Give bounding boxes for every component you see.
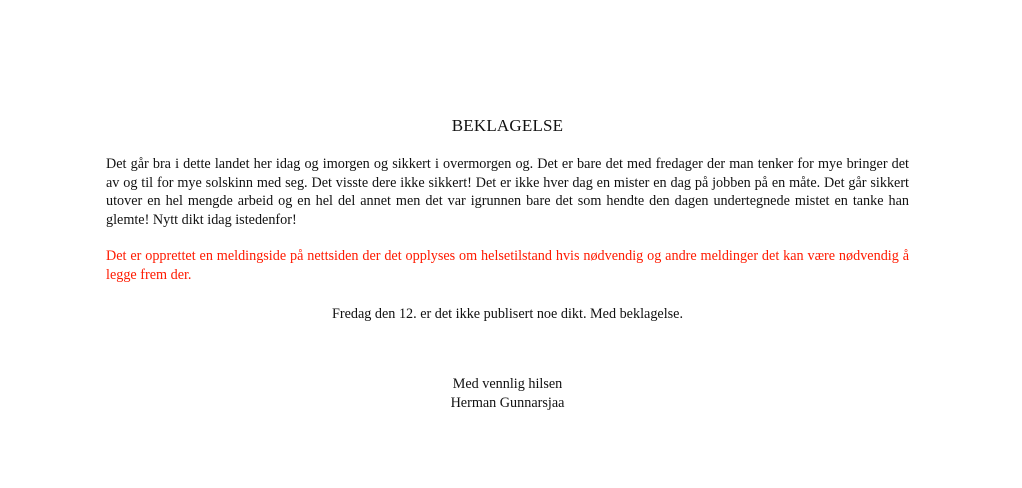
signoff-block	[106, 375, 909, 412]
document-page	[106, 116, 909, 412]
friday-notice-line: Fredag den 12. er det ikke publisert noe dikt. Med beklagelse.	[331, 305, 684, 322]
body-paragraph: Det går bra i dette landet her idag og imorgen og sikkert i overmorgen og. Det er bare det med fredager der man tenker for mye bringer det av og til for mye solskinn med seg. Det visste dere ikke sikkert! Det er ikke hver dag en mister en dag på jobben på en måte. Det går sikkert utover en hel mengde arbeid og en hel del annet men det var igrunnen bare det som hendte den dagen undertegnede mistet en tanke han glemte! Nytt dikt idag istedenfor!	[106, 156, 909, 228]
greeting-line: Med vennlig hilsen	[452, 376, 563, 393]
notice-paragraph: Det er opprettet en meldingside på nettsiden der det opplyses om helsetilstand hvis nødvendig og andre meldinger det kan være nødvendig å legge frem der.	[106, 248, 909, 283]
document-title: BEKLAGELSE	[451, 116, 564, 135]
signature-name: Herman Gunnarsjaa	[450, 394, 565, 411]
